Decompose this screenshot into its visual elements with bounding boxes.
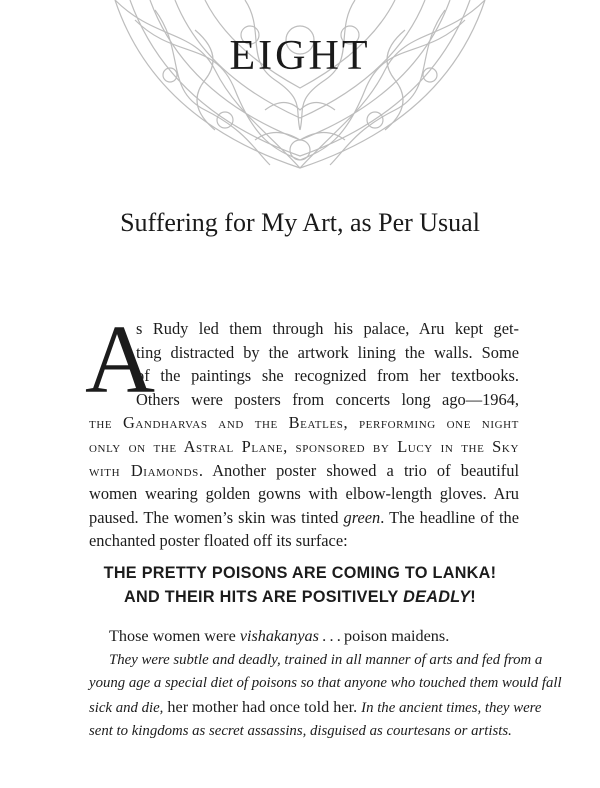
paragraph-text: . Another poster showed a trio of beautiful — [198, 460, 520, 480]
italic-line: young age a special diet of poisons so that anyone who touched them would fall — [89, 675, 562, 692]
paragraph-line: ting distracted by the artwork lining the walls. Some — [136, 342, 519, 362]
paragraph-line-small-caps: the Gandharvas and the Beatles, performing one night — [89, 413, 519, 433]
paragraph-line — [89, 459, 519, 483]
paragraph-line: of the paintings she recognized from her textbooks. — [136, 366, 519, 386]
paragraph-line-small-caps: only on the Astral Plane, sponsored by Lucy in the Sky — [89, 436, 519, 456]
emphasis-text: green — [343, 507, 381, 527]
chapter-title: Suffering for My Art, as Per Usual — [120, 208, 480, 237]
celtic-knot-ornament-icon — [95, 0, 505, 170]
emphasis-text: vishakanyas — [239, 627, 319, 645]
headline-emphasis: DEADLY — [403, 588, 471, 606]
italic-paragraph — [89, 649, 562, 744]
italic-line — [89, 696, 542, 721]
paragraph-text: . . . poison maidens. — [318, 627, 450, 645]
paragraph-line: s Rudy led them through his palace, Aru kept get- — [136, 319, 519, 338]
paragraph-text: Those women were — [109, 627, 240, 645]
paragraph-text: . The headline of the — [380, 507, 519, 527]
opening-paragraph — [85, 306, 520, 553]
upright-text: her mother had once told her. — [163, 697, 362, 716]
paragraph-line — [89, 506, 519, 530]
drop-cap: A — [85, 306, 156, 413]
italic-text: sick and die, — [89, 699, 164, 716]
paragraph-line: enchanted poster floated off its surface: — [89, 531, 348, 551]
italic-line: sent to kingdoms as secret assassins, disguised as courtesans or artists. — [89, 723, 512, 740]
headline-text: AND THEIR HITS ARE POSITIVELY — [124, 588, 404, 606]
headline-line-1: THE PRETTY POISONS ARE COMING TO LANKA! — [103, 564, 497, 582]
chapter-number: EIGHT — [229, 33, 371, 79]
headline-text: ! — [470, 588, 476, 606]
italic-text: In the ancient times, they were — [361, 699, 542, 716]
poster-headline — [0, 561, 600, 609]
italic-line: They were subtle and deadly, trained in all manner of arts and fed from a — [109, 651, 543, 668]
headline-line-2 — [0, 585, 600, 609]
paragraph-line: Others were posters from concerts long ago—1964, — [136, 389, 519, 409]
vishakanyas-paragraph — [89, 625, 519, 649]
closing-paragraphs — [89, 625, 562, 744]
paragraph-line: women wearing golden gowns with elbow-length gloves. Aru — [89, 484, 519, 504]
paragraph-text: paused. The women’s skin was tinted — [89, 507, 344, 527]
small-caps-text: with Diamonds — [89, 460, 199, 480]
